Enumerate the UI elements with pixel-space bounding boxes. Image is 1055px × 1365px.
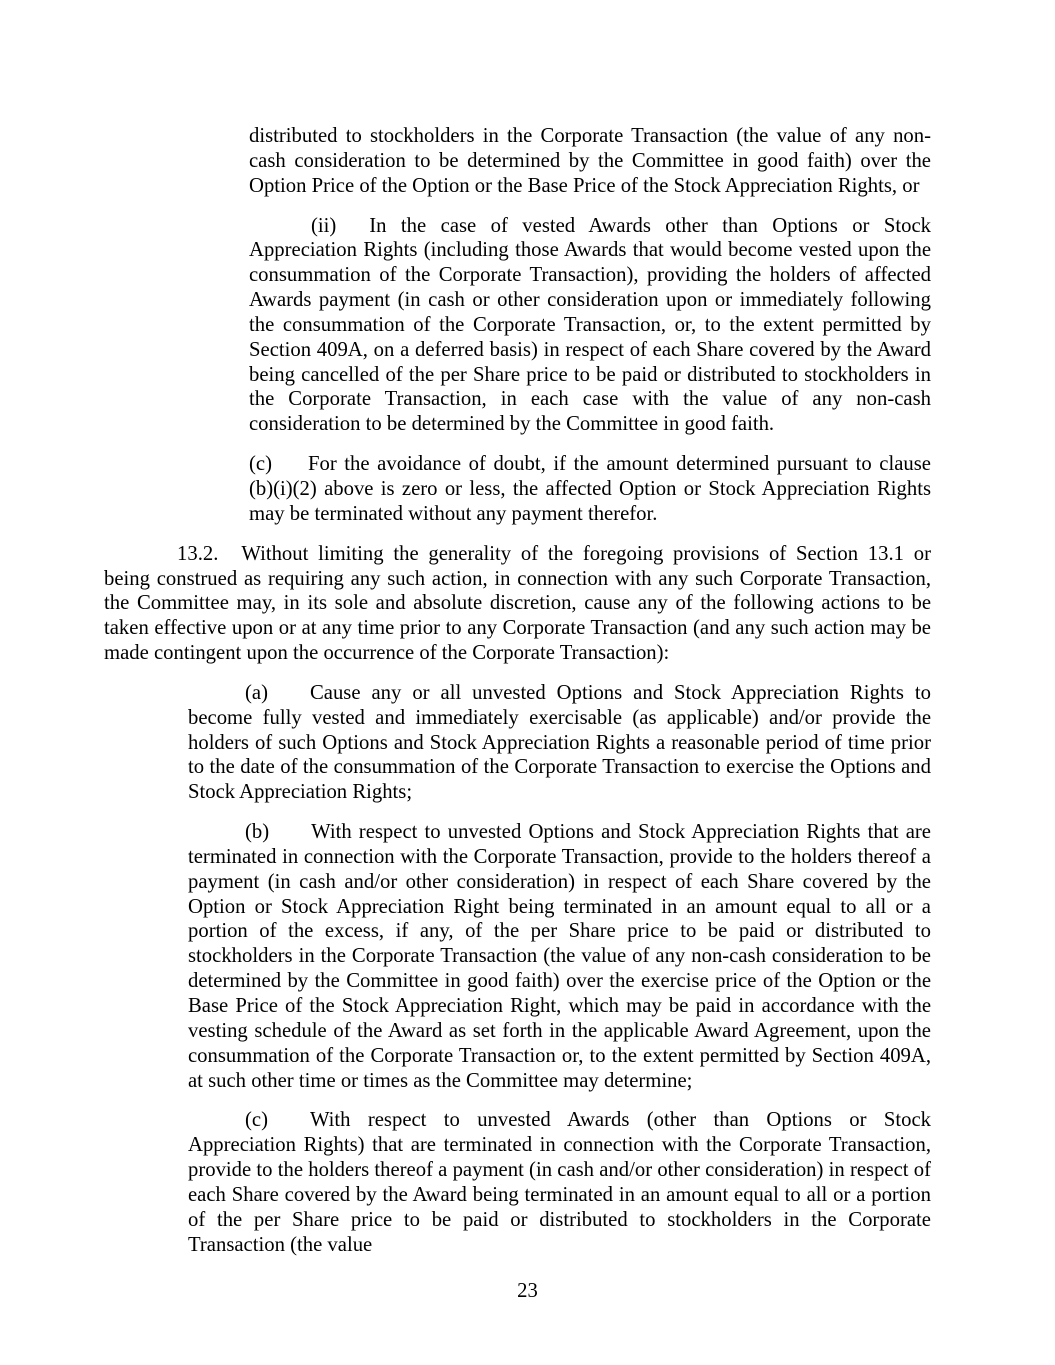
paragraph-text: With respect to unvested Options and Stock Appreciation Rights that are terminated in connection with the Corporate Transaction, provide to the holders thereof a payment (in cash and/or other consideration) in respect of each Share covered by the Option or Stock Appreciation Right being terminated in an amount equal to all or a portion of the excess, if any, of the per Share price to be paid or distributed to stockholders in the Corporate Transaction (the value of any non-cash consideration to be determined by the Committee in good faith) over the exercise price of the Option or the Base Price of the Stock Appreciation Right, which may be paid in accordance with the vesting schedule of the Award as set forth in the applicable Award Agreement, upon the consummation of the Corporate Transaction or, to the extent permitted by Section 409A, at such other time or times as the Committee may determine; — [188, 821, 931, 1092]
section-number-label: 13.2. — [177, 542, 219, 565]
paragraph-text: Cause any or all unvested Options and Stock Appreciation Rights to become fully vested and immediately exercisable (as applicable) and/or provide the holders of such Options and Stock Appreciation Rights a reasonable period of time prior to the date of the consummation of the Corporate Transaction to exercise the Options and Stock Appreciation Rights; — [188, 681, 931, 804]
clause-c-unvested-awards-paragraph — [188, 1108, 931, 1257]
paragraph-text: For the avoidance of doubt, if the amount determined pursuant to clause (b)(i)(2) above is zero or less, the affected Option or Stock Appreciation Rights may be terminated without any payment therefor. — [249, 453, 931, 525]
page-number: 23 — [517, 1280, 538, 1302]
clause-label: (a) — [245, 681, 268, 704]
paragraph-text: distributed to stockholders in the Corporate Transaction (the value of any non-cash consideration to be determined by the Committee in good faith) over the Option Price of the Option or the Base Price of the Stock Appreciation Rights, or — [249, 125, 931, 197]
clause-label: (b) — [245, 821, 270, 844]
clause-label: (c) — [249, 453, 272, 476]
clause-a-paragraph — [188, 681, 931, 805]
clause-label: (c) — [245, 1109, 268, 1132]
clause-label: (ii) — [311, 214, 337, 237]
clause-ii-paragraph — [249, 214, 931, 438]
document-content — [104, 124, 931, 1272]
paragraph-text: In the case of vested Awards other than Options or Stock Appreciation Rights (including those Awards that would become vested upon the consummation of the Corporate Transaction), providing the holders of affected Awards payment (in cash or other consideration upon or immediately following the consummation of the Corporate Transaction, or, to the extent permitted by Section 409A, on a deferred basis) in respect of each Share covered by the Award being cancelled of the per Share price to be paid or distributed to stockholders in the Corporate Transaction, in each case with the value of any non-cash consideration to be determined by the Committee in good faith. — [249, 214, 931, 436]
section-13-2-paragraph — [104, 542, 931, 666]
continuation-paragraph — [249, 124, 931, 199]
clause-b-paragraph — [188, 820, 931, 1093]
paragraph-text: Without limiting the generality of the foregoing provisions of Section 13.1 or being construed as requiring any such action, in connection with any such Corporate Transaction, the Committee may, in its sole and absolute discretion, cause any of the following actions to be taken effective upon or at any time prior to any Corporate Transaction (and any such action may be made contingent upon the occurrence of the Corporate Transaction): — [104, 542, 931, 665]
paragraph-text: With respect to unvested Awards (other than Options or Stock Appreciation Rights) that are terminated in connection with the Corporate Transaction, provide to the holders thereof a payment (in cash and/or other consideration) in respect of each Share covered by the Award being terminated in an amount equal to all or a portion of the per Share price to be paid or distributed to stockholders in the Corporate Transaction (the value — [188, 1109, 931, 1256]
clause-c-avoidance-paragraph — [249, 452, 931, 527]
